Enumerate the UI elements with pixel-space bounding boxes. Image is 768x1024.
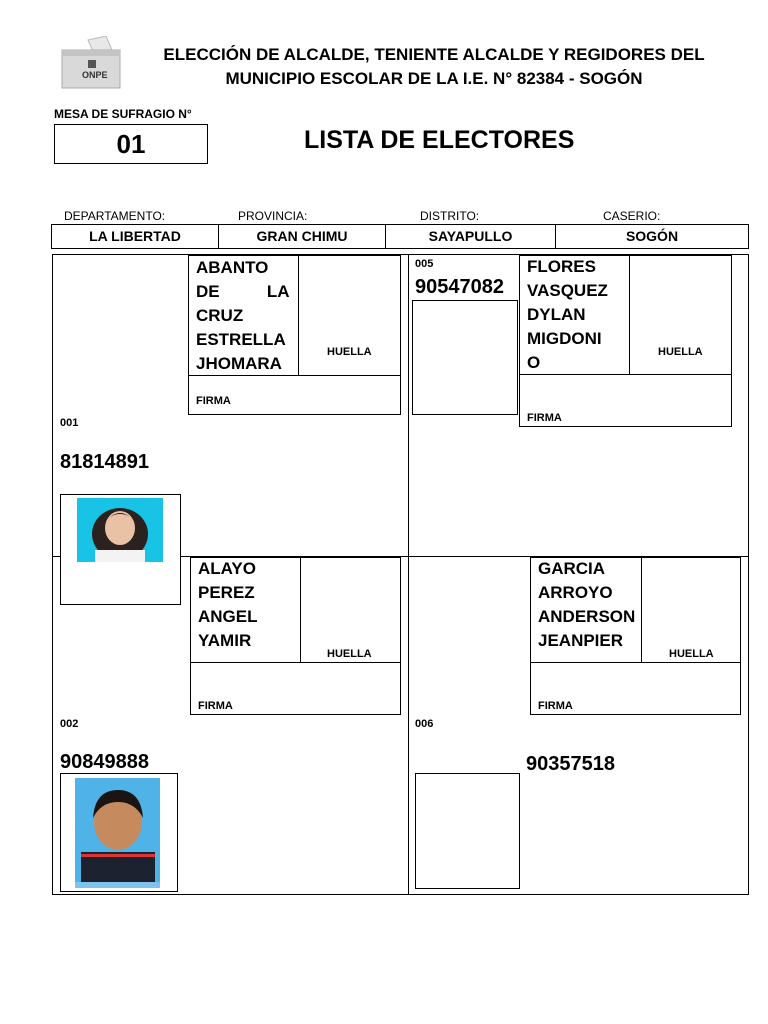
elector-code: 001 xyxy=(60,417,79,429)
elector-dni: 90357518 xyxy=(526,753,615,775)
elector-photo xyxy=(75,778,160,888)
elector-name: ALAYO PEREZ ANGEL YAMIR xyxy=(198,559,258,650)
elector-name: FLORES VASQUEZ DYLAN MIGDONI O xyxy=(527,257,608,372)
firma-label: FIRMA xyxy=(198,700,233,712)
firma-divider xyxy=(190,662,401,663)
elector-dni: 81814891 xyxy=(60,451,149,473)
huella-label: HUELLA xyxy=(327,346,372,358)
elector-dni: 90849888 xyxy=(60,751,149,773)
name-divider xyxy=(629,255,630,375)
caserio-value: SOGÓN xyxy=(625,228,679,244)
photo-frame xyxy=(412,300,518,415)
logo-text: ONPE xyxy=(82,70,108,80)
departamento-label: DEPARTAMENTO: xyxy=(64,209,166,223)
name-divider xyxy=(300,557,301,663)
huella-label: HUELLA xyxy=(658,346,703,358)
mesa-number: 01 xyxy=(54,124,208,164)
photo-frame xyxy=(415,773,520,889)
huella-label: HUELLA xyxy=(327,648,372,660)
huella-label: HUELLA xyxy=(669,648,714,660)
firma-label: FIRMA xyxy=(527,412,562,424)
name-divider xyxy=(298,255,299,376)
elector-code: 006 xyxy=(415,718,434,730)
provincia-label: PROVINCIA: xyxy=(238,209,308,223)
elector-name: ABANTO DE LA CRUZ ESTRELLA JHOMARA xyxy=(196,258,290,373)
elector-code: 005 xyxy=(415,258,434,270)
firma-label: FIRMA xyxy=(538,700,573,712)
ballot-box-icon xyxy=(60,36,122,90)
provincia-value: GRAN CHIMU xyxy=(219,225,386,248)
firma-divider xyxy=(530,662,741,663)
election-title-line1: ELECCIÓN DE ALCALDE, TENIENTE ALCALDE Y REGIDORES DEL xyxy=(163,45,705,64)
firma-label: FIRMA xyxy=(196,395,231,407)
departamento-value: LA LIBERTAD xyxy=(52,225,219,248)
distrito-label: DISTRITO: xyxy=(420,209,480,223)
election-title-line2: MUNICIPIO ESCOLAR DE LA I.E. N° 82384 - SOGÓN xyxy=(225,69,643,88)
grid-vertical-divider xyxy=(408,254,409,895)
elector-code: 002 xyxy=(60,718,79,730)
elector-photo xyxy=(77,498,163,562)
onpe-logo xyxy=(60,36,122,90)
elector-name: GARCIA ARROYO ANDERSON JEANPIER xyxy=(538,559,636,650)
elector-dni: 90547082 xyxy=(415,276,504,298)
caserio-label: CASERIO: xyxy=(603,209,661,223)
mesa-label: MESA DE SUFRAGIO N° xyxy=(54,107,192,121)
distrito-value: SAYAPULLO xyxy=(386,225,556,248)
list-title: LISTA DE ELECTORES xyxy=(304,126,575,154)
